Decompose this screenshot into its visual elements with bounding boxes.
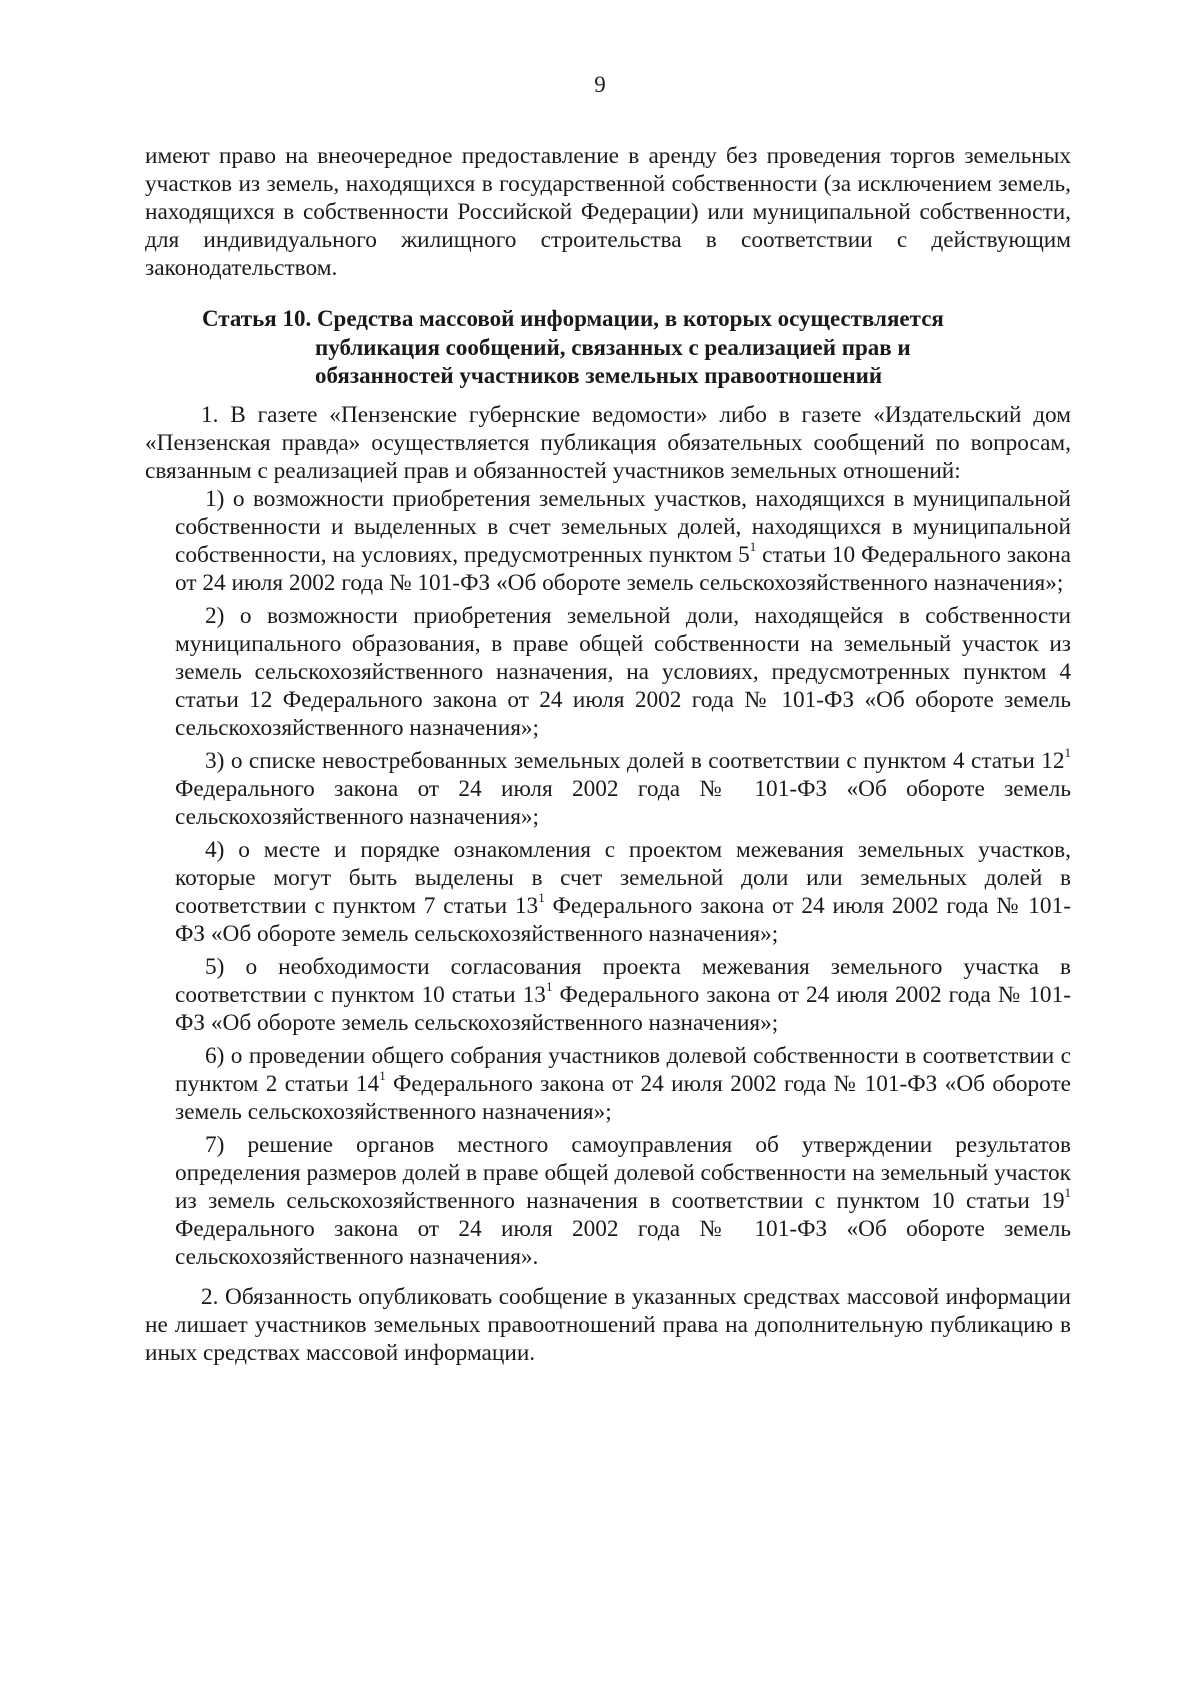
superscript: 1 [1064,1184,1071,1200]
superscript: 1 [379,1067,386,1083]
opening-paragraph: имеют право на внеочередное предоставление в аренду без проведения торгов земельных участков из земель, находящихся в государственной собственности (за исключением земель, находящихся в собственности Российской Федерации) или муниципальной собственности, для индивидуального жилищного строительства в соответствии с действующим законодательством. [145,143,1071,281]
list-item-text: 1) о возможности приобретения земельных участков, находящихся в муниципальной собственности и выделенных в счет земельных долей, находящихся в муниципальной собственности, на условиях, предусмотренных пунктом 5 [175,485,1071,568]
superscript: 1 [1064,744,1071,760]
superscript: 1 [538,889,545,905]
list-item-text: 3) о списке невостребованных земельных долей в соответствии с пунктом 4 статьи 12 [205,747,1065,774]
list-item-text: 7) решение органов местного самоуправления об утверждении результатов определения размеров долей в праве общей долевой собственности на земельный участок из земель сельскохозяйственного назначения в соответствии с пунктом 10 статьи 19 [175,1131,1071,1214]
list-item-text-cont: Федерального закона от 24 июля 2002 года № 101-ФЗ «Об обороте земель сельскохозяйственного назначения». [175,1215,1071,1270]
list-item [175,744,1071,831]
list-item [175,485,1071,597]
page-number: 9 [594,72,606,97]
article-title-line-3: обязанностей участников земельных правоотношений [315,363,883,388]
list-item [175,836,1071,948]
article-title-line-2: публикация сообщений, связанных с реализацией прав и [315,334,911,360]
list-item [175,953,1071,1037]
list-item-text-cont: Федерального закона от 24 июля 2002 года № 101-ФЗ «Об обороте земель сельскохозяйственного назначения»; [175,775,1071,830]
list-item-text-cont: Федерального закона от 24 июля 2002 года № 101-ФЗ «Об обороте земель сельскохозяйственного назначения»; [175,1070,1072,1125]
list-item-text-cont: Федерального закона от 24 июля 2002 года № 101-ФЗ «Об обороте земель сельскохозяйственного назначения»; [175,892,1071,947]
clause-2: 2. Обязанность опубликовать сообщение в указанных средствах массовой информации не лишает участников земельных правоотношений права на дополнительную публикацию в иных средствах массовой информации. [145,1283,1071,1366]
article-title-line-1: Статья 10. Средства массовой информации, в которых осуществляется [202,306,944,331]
list-item-text-cont: статьи 10 Федерального закона от 24 июля 2002 года № 101-ФЗ «Об обороте земель сельскохозяйственного назначения»; [175,541,1071,596]
list-item [175,1042,1071,1126]
list-item-text: 5) о необходимости согласования проекта межевания земельного участка в соответствии с пунктом 10 статьи 13 [175,953,1071,1008]
article-title [145,305,1071,391]
list-item-text-cont: Федерального закона от 24 июля 2002 года № 101-ФЗ «Об обороте земель сельскохозяйственного назначения»; [175,981,1071,1036]
superscript: 1 [749,538,757,554]
list-item [175,602,1071,742]
list-item-text: 6) о проведении общего собрания участников долевой собственности в соответствии с пунктом 2 статьи 14 [175,1042,1071,1097]
document-body [145,142,1071,1367]
list-item-text: 4) о месте и порядке ознакомления с проектом межевания земельных участков, которые могут быть выделены в счет земельной доли или земельных долей в соответствии с пунктом 7 статьи 13 [175,836,1071,919]
list-item-text: 2) о возможности приобретения земельной доли, находящейся в собственности муниципального образования, в праве общей собственности на земельный участок из земель сельскохозяйственного назначения, на условиях, предусмотренных пунктом 4 статьи 12 Федерального закона от 24 июля 2002 года № 101-ФЗ «Об обороте земель сельскохозяйственного назначения»; [175,602,1071,741]
superscript: 1 [545,978,553,994]
clause-1-intro: 1. В газете «Пензенские губернские ведомости» либо в газете «Издательский дом «Пензенская правда» осуществляется публикация обязательных сообщений по вопросам, связанным с реализацией прав и обязанностей участников земельных отношений: [145,401,1071,484]
clause-1-list [175,485,1071,1271]
list-item [175,1131,1071,1271]
